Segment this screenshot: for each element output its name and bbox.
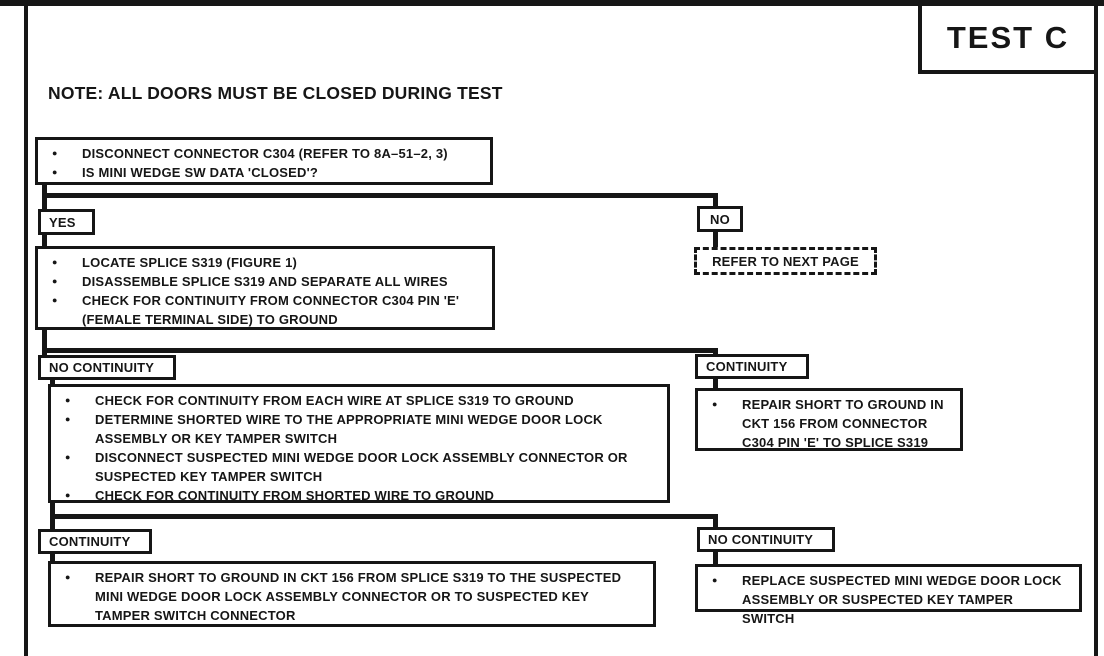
bullet-icon: ● <box>65 490 71 500</box>
refer-next-page-box <box>694 247 877 275</box>
bullet-icon: ● <box>52 148 58 158</box>
page-left-border <box>24 0 28 656</box>
step2-bullet-1: LOCATE SPLICE S319 (FIGURE 1) <box>82 255 298 270</box>
no-continuity-bottom-label: NO CONTINUITY <box>708 532 814 547</box>
yes-label-box <box>38 209 95 235</box>
bullet-icon: ● <box>65 414 71 424</box>
list-item <box>65 391 657 410</box>
list-item <box>52 144 480 163</box>
refer-next-page-label: REFER TO NEXT PAGE <box>712 253 859 269</box>
list-item <box>65 568 643 625</box>
no-continuity-bottom-label-box <box>697 527 835 552</box>
connector-step1-horizontal <box>42 193 718 198</box>
bullet-icon: ● <box>52 167 58 177</box>
bullet-icon: ● <box>712 399 718 409</box>
list-item <box>52 253 482 272</box>
step3-bullet-3: DISCONNECT SUSPECTED MINI WEDGE DOOR LOCK ASSEMBLY CONNECTOR OR SUSPECTED KEY TAMPER SWITCH <box>95 450 628 484</box>
no-label-box <box>697 206 743 232</box>
bullet-icon: ● <box>52 257 58 267</box>
step4-bullet-1: REPAIR SHORT TO GROUND IN CKT 156 FROM CONNECTOR C304 PIN 'E' TO SPLICE S319 <box>742 397 944 450</box>
continuity-bottom-label-box <box>38 529 152 554</box>
no-continuity-mid-label: NO CONTINUITY <box>49 360 155 375</box>
bullet-icon: ● <box>712 575 718 585</box>
test-title: TEST C <box>946 20 1070 55</box>
no-continuity-mid-label-box <box>38 355 176 380</box>
yes-label: YES <box>49 214 76 230</box>
list-item <box>65 486 657 505</box>
list-item <box>52 291 482 329</box>
note-text: NOTE: ALL DOORS MUST BE CLOSED DURING TEST <box>48 83 503 103</box>
no-label: NO <box>710 211 730 227</box>
bullet-icon: ● <box>65 572 71 582</box>
connector-step3-horizontal <box>50 514 718 519</box>
continuity-bottom-label: CONTINUITY <box>49 534 131 549</box>
step1-box <box>35 137 493 185</box>
step2-bullet-3: CHECK FOR CONTINUITY FROM CONNECTOR C304 PIN 'E' (FEMALE TERMINAL SIDE) TO GROUND <box>82 293 460 327</box>
list-item <box>712 571 1069 628</box>
step6-box <box>695 564 1082 626</box>
connector-step1-to-yes <box>42 184 47 212</box>
list-item <box>712 395 950 452</box>
step3-bullet-2: DETERMINE SHORTED WIRE TO THE APPROPRIATE MINI WEDGE DOOR LOCK ASSEMBLY OR KEY TAMPER SWITCH <box>95 412 603 446</box>
test-title-box <box>918 2 1098 74</box>
step6-bullet-1: REPLACE SUSPECTED MINI WEDGE DOOR LOCK ASSEMBLY OR SUSPECTED KEY TAMPER SWITCH <box>742 573 1062 626</box>
step1-bullet-2: IS MINI WEDGE SW DATA 'CLOSED'? <box>82 165 319 180</box>
step2-box <box>35 246 495 330</box>
step1-bullet-1: DISCONNECT CONNECTOR C304 (REFER TO 8A–51–2, 3) <box>82 146 448 161</box>
step4-box <box>695 388 963 451</box>
list-item <box>65 448 657 486</box>
continuity-mid-label: CONTINUITY <box>706 359 788 374</box>
step3-bullet-4: CHECK FOR CONTINUITY FROM SHORTED WIRE TO GROUND <box>95 488 495 503</box>
step3-bullet-1: CHECK FOR CONTINUITY FROM EACH WIRE AT SPLICE S319 TO GROUND <box>95 393 574 408</box>
bullet-icon: ● <box>65 452 71 462</box>
continuity-mid-label-box <box>695 354 809 379</box>
step2-bullet-2: DISASSEMBLE SPLICE S319 AND SEPARATE ALL WIRES <box>82 274 448 289</box>
step5-bullet-1: REPAIR SHORT TO GROUND IN CKT 156 FROM SPLICE S319 TO THE SUSPECTED MINI WEDGE DOOR LOCK ASSEMBLY CONNECTOR OR TO SUSPECTED KEY TAMPER SWITCH CONNECTOR <box>95 570 622 623</box>
connector-step2-horizontal <box>42 348 718 353</box>
step3-box <box>48 384 670 503</box>
step5-box <box>48 561 656 627</box>
page-right-border <box>1094 0 1098 656</box>
bullet-icon: ● <box>52 295 58 305</box>
list-item <box>52 163 480 182</box>
list-item <box>65 410 657 448</box>
bullet-icon: ● <box>65 395 71 405</box>
bullet-icon: ● <box>52 276 58 286</box>
list-item <box>52 272 482 291</box>
